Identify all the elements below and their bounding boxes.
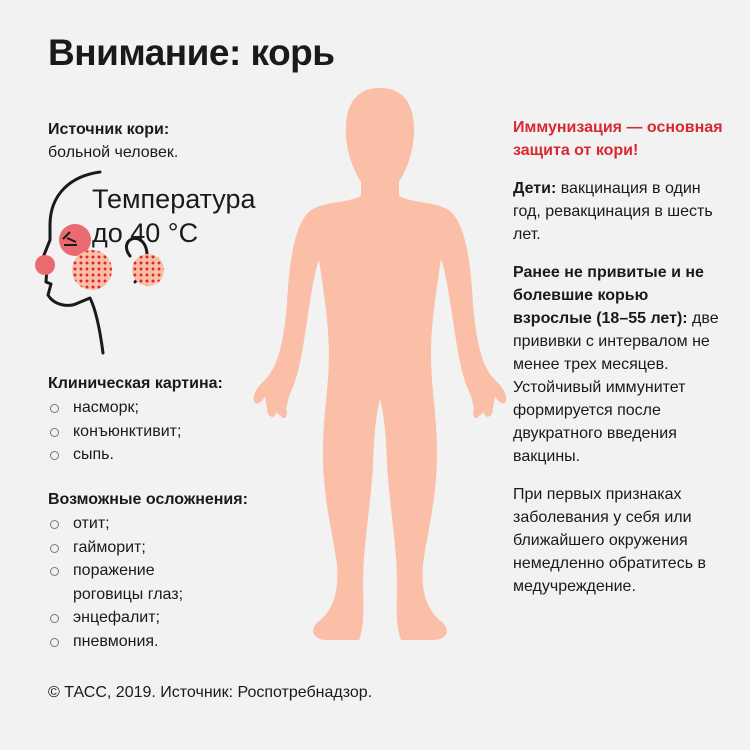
source-label: Источник кори: — [48, 121, 170, 138]
clinical-heading: Клиническая картина: — [48, 375, 223, 392]
list-item: гайморит; — [48, 536, 308, 560]
list-item: отит; — [48, 512, 308, 536]
list-item: насморк; — [48, 396, 308, 420]
adults-vaccination — [513, 261, 728, 468]
footer-credit: © ТАСС, 2019. Источник: Роспотребнадзор. — [48, 684, 373, 701]
advice-text: При первых признаках заболевания у себя или ближайшего окружения немедленно обратитесь в медучреждение. — [513, 486, 706, 595]
nose-redness — [35, 255, 55, 275]
complications-heading: Возможные осложнения: — [48, 491, 248, 508]
temperature-line-1: Температура — [92, 184, 256, 214]
rash-cheek-dots — [72, 250, 112, 290]
rash-neck-dots — [132, 254, 164, 286]
children-text: вакцинация в один год, ревакцинация в шесть лет. — [513, 180, 713, 243]
children-label: Дети: — [513, 180, 557, 197]
adults-label: Ранее не привитые и не болевшие корью взрослые (18–55 лет): — [513, 264, 704, 327]
temperature-line-2: до 40 °С — [92, 218, 199, 248]
list-item: энцефалит; — [48, 606, 308, 630]
page-title: Внимание: корь — [48, 32, 335, 73]
list-item: поражение роговицы глаз; — [48, 559, 223, 606]
list-item: пневмония. — [48, 630, 308, 654]
prevention-info — [513, 116, 728, 613]
adults-text: две прививки с интервалом не менее трех месяцев. Устойчивый иммунитет формируется после двукратного введения вакцины. — [513, 310, 719, 465]
list-item: конъюнктивит; — [48, 420, 308, 444]
immunization-note: Иммунизация — основная защита от кори! — [513, 119, 723, 159]
source-text: больной человек. — [48, 144, 179, 161]
list-item: сыпь. — [48, 443, 308, 467]
children-vaccination — [513, 177, 728, 246]
human-body-illustration — [245, 84, 515, 669]
